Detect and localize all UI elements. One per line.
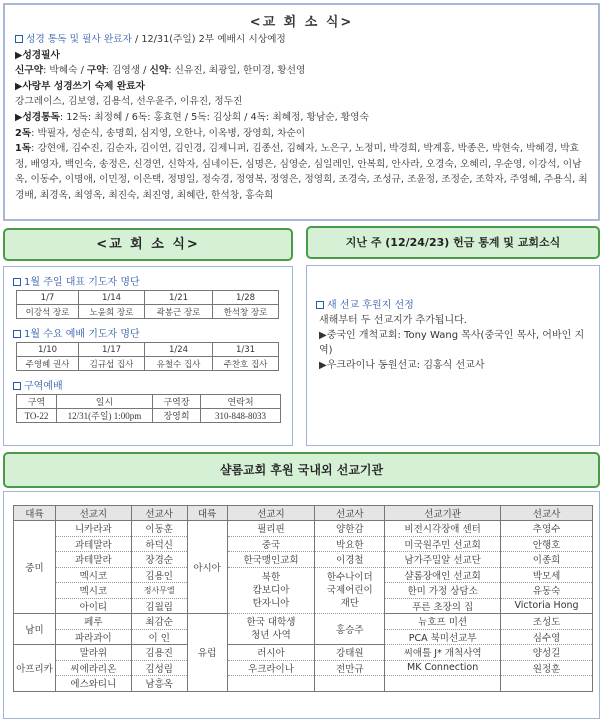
checkbox-icon [13, 382, 21, 390]
checkbox-icon [15, 35, 23, 43]
continent-cell: 중미 [14, 521, 56, 614]
district-title: 구역예배 [13, 377, 292, 392]
right-header: 지난 주 (12/24/23) 헌금 통계 및 교회소식 [306, 226, 600, 259]
sunday-table: 1/7 1/14 1/21 1/28 이강석 장로 노윤희 장로 곽봉근 장로 한석창 장로 [16, 290, 279, 319]
missionary-title: 새 선교 후원지 선정 [316, 296, 599, 311]
left-header: <교 회 소 식> [3, 228, 293, 261]
continent-cell: 남미 [14, 614, 56, 645]
continent-cell: 아프리카 [14, 645, 56, 692]
extra-names: 강그레이스, 김보영, 김용석, 선우윤주, 이유진, 정두진 [15, 96, 243, 108]
copy-heading: ▶성경필사 [15, 49, 60, 61]
completion-line: 성경 통독 및 필사 완료자 / 12/31(주일) 2부 예배시 시상예정 [15, 32, 590, 48]
mission-table-box [3, 491, 600, 719]
wednesday-table: 1/10 1/17 1/24 1/31 주영혜 권사 김규섭 집사 유철수 집사 주찬호 집사 [16, 342, 279, 371]
church-news-box [3, 3, 600, 221]
read-line: ▶성경통독: 12독: 최정혜 / 6독: 홍효현 / 5독: 김상희 / 4독: 최혜정, 황남순, 황영숙 [15, 111, 369, 123]
missionary-item: ▶우크라이나 동원선교: 김홍식 선교사 [319, 360, 485, 371]
continent-cell: 아시아 [187, 521, 227, 614]
missionary-item: ▶중국인 개척교회: Tony Wang 목사(중국인 목사, 어바인 지역) [319, 330, 585, 356]
checkbox-icon [316, 301, 324, 309]
prayer-box [3, 266, 293, 446]
church-news-title: <교 회 소 식> [249, 15, 354, 30]
mission-header: 샬롬교회 후원 국내외 선교기관 [3, 452, 600, 488]
checkbox-icon [13, 278, 21, 286]
checkbox-icon [13, 330, 21, 338]
read-2-line: 2독: 박필자, 성순식, 송명희, 심지영, 오한나, 이옥병, 장영희, 차순이 [15, 127, 306, 139]
wednesday-title: 1월 수요 예배 기도자 명단 [13, 325, 292, 340]
district-table: 구역 일시 구역장 연락처 TO-22 12/31(주일) 1:00pm 장영희 310-848-8033 [16, 394, 281, 423]
missionary-intro: 새해부터 두 선교지가 추가됩니다. [319, 315, 467, 326]
sunday-title: 1월 주일 대표 기도자 명단 [13, 273, 292, 288]
copy-line: 신구약: 박혜숙 / 구약: 김영생 / 신약: 신유진, 최광일, 한미경, 황선영 [15, 65, 306, 77]
read-1-line: 1독: 강현애, 김수진, 김순자, 김이연, 김인경, 김제니퍼, 김종선, 김혜자, 노은구, 노정미, 박경희, 박계홍, 박종은, 박현숙, 박혜경, 박효정, 배영자, 백인숙, 송정은, 신경연, 신학자, 심네이든, 심명은, 심영순, 심일레인, 안복희, 안사라, 오경숙, 오혜리, 우순영, 이강석, 이남옥, 이동수, 이명애, 이민정, 이은택, 정명일, 정숙경, 정영복, 정영은, 정영희, 조경숙, 조성규, 조윤정, 조정순, 조학자, 주영혜, 주용식, 최경배, 최경옥, 최영옥, 최진숙, 최진영, 최혜란, 한석창, 홍숙희 [15, 143, 588, 201]
continent-cell: 유럽 [187, 614, 227, 692]
missionary-box [306, 265, 600, 446]
extra-heading: ▶사랑부 성경쓰기 숙제 완료자 [15, 80, 145, 92]
mission-table: 대륙 선교지 선교사 대륙 선교지 선교사 선교기관 선교사 중미 니카라과 이동훈 아시아 필리핀 양한감 비전시각장애 센터 추영수 과테말라 하덕신 중국 박요한 미국원주민 선교회 안행호 과테말라 장경순 한국맹인교회 이경철 남가주밀알 선교단 이종희 멕시코 김용인 북한 캄보디아 탄자니아 한수나이더 국제어린이 재단 샬롬장애인 선교회 박모세 멕시코 정사무엘 한미 가정 상담소 유동숙 아이티 김월림 푸른 초장의 집 Victoria Hong 남미 페루 최감순 유럽 한국 대학생 청년 사역 홍승주 뉴호프 미션 조성도 파라과이 이 인 PCA 북미선교부 심수영 아프리카 말라위 김용진 러시아 강태원 씨애틀 J* 개척사역 양성길 씨에라리온 김성림 우크라이나 전만규 MK Connection 원정훈 에스와티니 남흥옥 [13, 505, 593, 692]
